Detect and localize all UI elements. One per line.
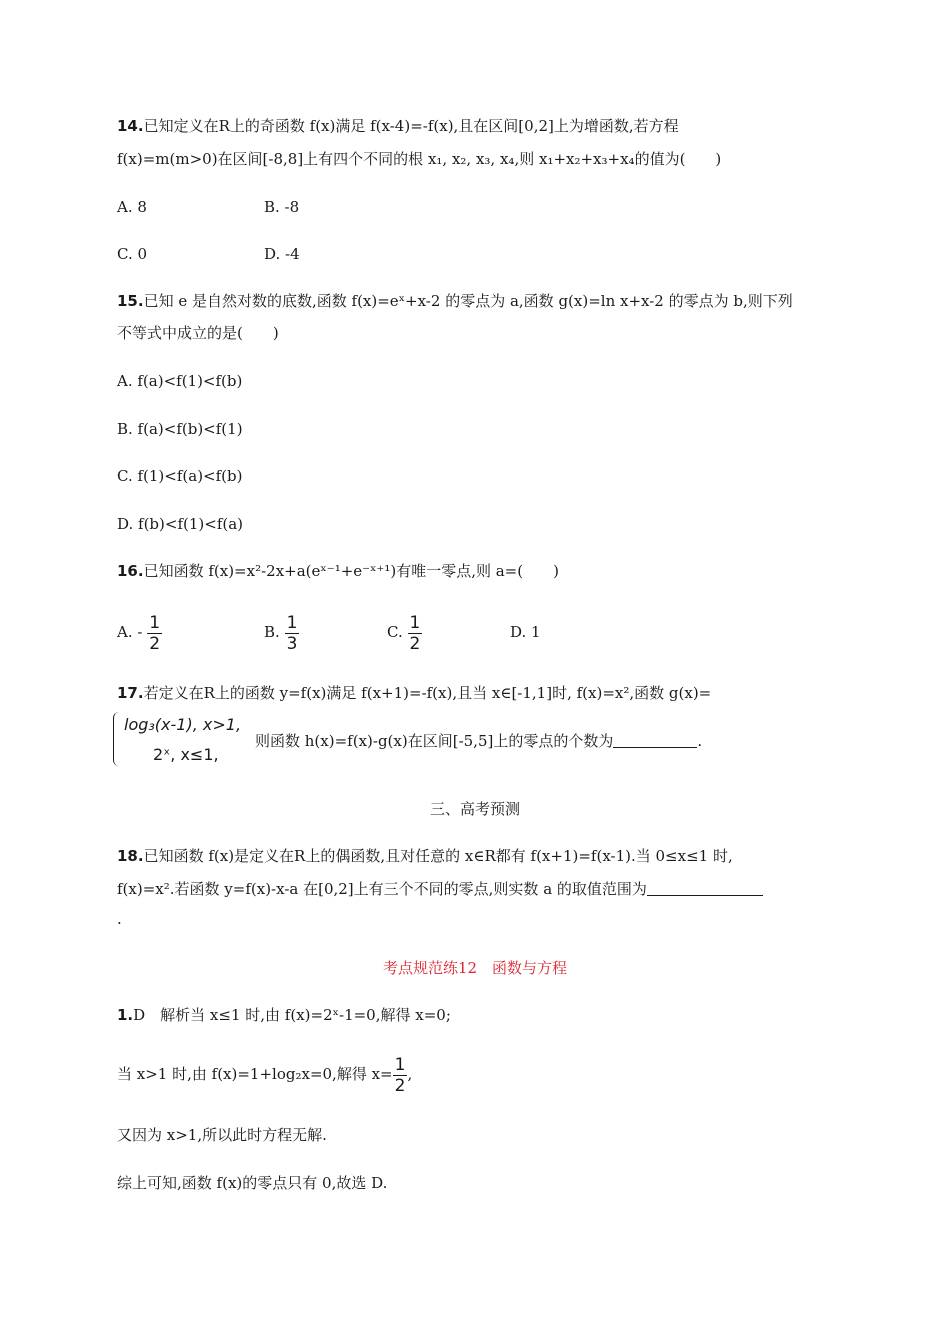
q16-option-b-fraction (285, 613, 300, 654)
q16-option-d: D. 1 (510, 623, 541, 641)
numerator: 1 (286, 612, 298, 633)
answer-1-comma: , (407, 1065, 413, 1083)
answer-1-line3: 又因为 x>1,所以此时方程无解. (117, 1126, 327, 1144)
q17-period: . (697, 732, 703, 750)
answer-1-number: 1. (117, 1006, 134, 1024)
q16-line1 (117, 560, 559, 582)
q18-text-1: 已知函数 f(x)是定义在R上的偶函数,且对任意的 x∈R都有 f(x+1)=f(x-1).当 0≤x≤1 时, (143, 847, 733, 865)
q16-option-b-label: B. (264, 623, 280, 641)
q18-answer-blank (647, 881, 763, 896)
q17-number: 17. (117, 684, 144, 702)
q14-option-d: D. -4 (264, 245, 300, 263)
q14-line2: f(x)=m(m>0)在区间[-8,8]上有四个不同的根 x₁, x₂, x₃, x₄,则 x₁+x₂+x₃+x₄的值为( ) (117, 150, 722, 168)
q17-text-2: 则函数 h(x)=f(x)-g(x)在区间[-5,5]上的零点的个数为 (255, 732, 614, 750)
denominator: 3 (286, 633, 298, 654)
q16-option-a-label: A. - (117, 623, 143, 641)
q18-period: . (117, 910, 122, 928)
q15-option-b: B. f(a)<f(b)<f(1) (117, 420, 243, 438)
q14-option-c: C. 0 (117, 245, 148, 263)
q16-option-a (117, 610, 162, 654)
q16-number: 16. (117, 562, 144, 580)
q17-piecewise-brace (113, 712, 120, 766)
q16-option-b (264, 610, 299, 654)
q14-option-a: A. 8 (117, 198, 147, 216)
numerator: 1 (394, 1054, 406, 1075)
q17-line1 (117, 682, 711, 704)
q18-line2 (117, 878, 763, 900)
q15-option-a: A. f(a)<f(1)<f(b) (117, 372, 243, 390)
answer-1-line1 (117, 1004, 451, 1026)
q17-case-2: 2ˣ, x≤1, (153, 745, 219, 764)
q14-number: 14. (117, 117, 144, 135)
q14-line1 (117, 115, 679, 137)
numerator: 1 (409, 612, 421, 633)
section-title: 三、高考预测 (429, 800, 520, 818)
q18-line1 (117, 845, 733, 867)
q17-answer-blank (613, 733, 697, 748)
answer-1-text-1: D 解析当 x≤1 时,由 f(x)=2ˣ-1=0,解得 x=0; (133, 1006, 451, 1024)
q15-line1 (117, 290, 793, 312)
q17-text-1: 若定义在R上的函数 y=f(x)满足 f(x+1)=-f(x),且当 x∈[-1,1]时, f(x)=x²,函数 g(x)= (143, 684, 712, 702)
denominator: 2 (394, 1075, 406, 1096)
q17-line2 (255, 730, 702, 752)
q14-text-1: 已知定义在R上的奇函数 f(x)满足 f(x-4)=-f(x),且在区间[0,2]上为增函数,若方程 (143, 117, 679, 135)
q15-option-d: D. f(b)<f(1)<f(a) (117, 515, 244, 533)
q16-text-1: 已知函数 f(x)=x²-2x+a(eˣ⁻¹+e⁻ˣ⁺¹)有唯一零点,则 a=( ) (143, 562, 559, 580)
q16-option-c-fraction (408, 613, 423, 654)
answer-1-line2 (117, 1052, 412, 1096)
q14-option-b: B. -8 (264, 198, 300, 216)
q15-text-1: 已知 e 是自然对数的底数,函数 f(x)=eˣ+x-2 的零点为 a,函数 g(x)=ln x+x-2 的零点为 b,则下列 (143, 292, 793, 310)
q15-number: 15. (117, 292, 144, 310)
denominator: 2 (149, 633, 161, 654)
denominator: 2 (409, 633, 421, 654)
q16-option-a-fraction (147, 613, 162, 654)
q16-option-c (387, 610, 422, 654)
q18-number: 18. (117, 847, 144, 865)
q16-option-c-label: C. (387, 623, 403, 641)
answer-section-title: 考点规范练12 函数与方程 (382, 959, 568, 977)
answer-1-text-2: 当 x>1 时,由 f(x)=1+log₂x=0,解得 x= (117, 1065, 393, 1083)
q17-case-1: log₃(x-1), x>1, (124, 715, 242, 734)
answer-1-line4: 综上可知,函数 f(x)的零点只有 0,故选 D. (117, 1174, 388, 1192)
q15-line2: 不等式中成立的是( ) (117, 324, 279, 342)
numerator: 1 (149, 612, 161, 633)
answer-1-fraction (393, 1055, 408, 1096)
q15-option-c: C. f(1)<f(a)<f(b) (117, 467, 243, 485)
q18-text-2: f(x)=x².若函数 y=f(x)-x-a 在[0,2]上有三个不同的零点,则实数 a 的取值范围为 (117, 880, 647, 898)
